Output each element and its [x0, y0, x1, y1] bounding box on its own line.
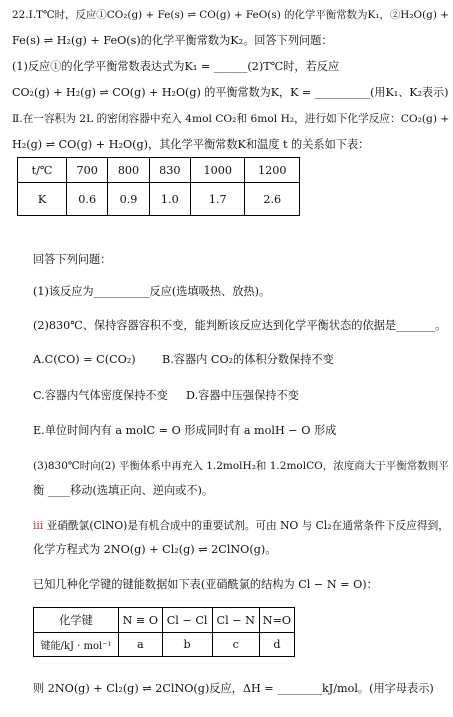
table2-row-cell: c — [212, 633, 259, 657]
table1-row-cell: K — [18, 183, 67, 216]
line-2: Fe(s) ⇌ H₂(g) + FeO(s)的化学平衡常数为K₂。回答下列问题： — [12, 34, 333, 47]
table2-header-cell: N=O — [259, 608, 294, 633]
table2-header-cell: N ≡ O — [119, 608, 163, 633]
table1-row-cell: 1.0 — [149, 183, 190, 216]
table2-row-cell: d — [259, 633, 294, 657]
table1-header-cell: 830 — [149, 158, 190, 183]
table2-header-cell: 化学键 — [34, 608, 119, 633]
section-iii-line-1 — [33, 519, 449, 533]
table1-header-cell: 1000 — [190, 158, 245, 183]
section-iii-marker: iii — [33, 519, 44, 532]
option-b: B.容器内 CO₂的体积分数保持不变 — [162, 353, 334, 366]
final-question: 则 2NO(g) + Cl₂(g) ⇌ 2ClNO(g)反应，ΔH = ________kJ/mol。(用字母表示) — [33, 682, 434, 695]
question-3-line-2: 衡 ____移动(选填正向、逆向或不)。 — [33, 484, 214, 497]
table1-header-cell: 1200 — [245, 158, 300, 183]
table1-row-cell: 0.6 — [67, 183, 108, 216]
table2-header-cell: Cl − N — [212, 608, 259, 633]
question-3-line-1: (3)830℃时向(2) 平衡体系中再充入 1.2molH₂和 1.2molCO，浓度商大于平衡常数则平 — [33, 460, 449, 472]
table1-row-cell: 2.6 — [245, 183, 300, 216]
table1-header-cell: 700 — [67, 158, 108, 183]
bond-energy-intro: 已知几种化学键的键能数据如下表(亚硝酰氯的结构为 Cl − N = O)： — [33, 578, 378, 591]
table1-header-cell: 800 — [108, 158, 149, 183]
option-e: E.单位时间内有 a molC = O 形成同时有 a molH − O 形成 — [33, 424, 337, 437]
option-a: A.C(CO) = C(CO₂) — [33, 353, 136, 366]
question-1: (1)该反应为__________反应(选填吸热、放热)。 — [33, 285, 271, 298]
line-5: Ⅱ.在一容积为 2L 的密闭容器中充入 4mol CO₂和 6mol H₂，进行如下化学反应：CO₂(g) + — [12, 112, 450, 125]
table1-row-cell: 0.9 — [108, 183, 149, 216]
section-iii-text: 亚硝酰氯(ClNO)是有机合成中的重要试剂。可由 NO 与 Cl₂在通常条件下反应得到， — [43, 519, 449, 532]
option-c: C.容器内气体密度保持不变 — [33, 389, 168, 402]
table1-header-cell: t/℃ — [18, 158, 67, 183]
line-3: (1)反应①的化学平衡常数表达式为K₁ = ______(2)T℃时，若反应 — [12, 60, 340, 73]
question-intro: 回答下列问题： — [33, 253, 112, 266]
table1-row-cell: 1.7 — [190, 183, 245, 216]
question-2: (2)830℃、保持容器容积不变，能判断该反应达到化学平衡状态的依据是_______。 — [33, 319, 447, 332]
line-6: H₂(g) ⇌ CO(g) + H₂O(g)，其化学平衡常数K和温度 t 的关系如下表： — [12, 138, 370, 151]
line-1: 22.Ⅰ.T℃时，反应①CO₂(g) + Fe(s) ⇌ CO(g) + FeO(s) 的化学平衡常数为K₁，②H₂O(g) + — [12, 9, 449, 21]
table2-row-cell: b — [162, 633, 212, 657]
bond-energy-table — [33, 607, 295, 657]
line-4: CO₂(g) + H₂(g) ⇌ CO(g) + H₂O(g) 的平衡常数为K，K = __________(用K₁、K₂表示) — [12, 86, 449, 99]
equilibrium-constant-table — [17, 157, 300, 216]
section-iii-equation: 化学方程式为 2NO(g) + Cl₂(g) ⇌ 2ClNO(g)。 — [33, 543, 277, 556]
table2-row-cell: 键能/kJ · mol⁻¹ — [34, 633, 119, 657]
table2-header-cell: Cl − Cl — [162, 608, 212, 633]
option-d: D.容器中压强保持不变 — [186, 389, 299, 402]
table2-row-cell: a — [119, 633, 163, 657]
